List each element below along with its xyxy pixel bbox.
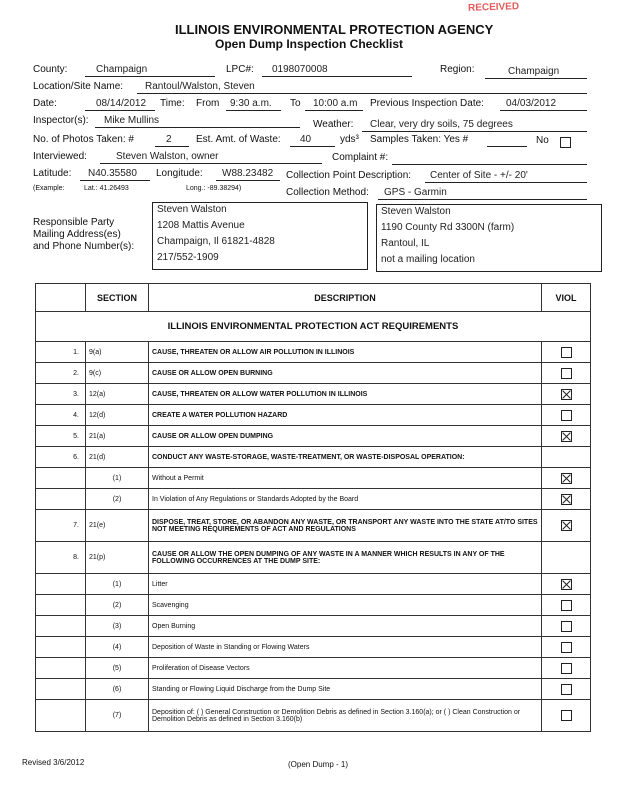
viol-checkbox[interactable]	[561, 663, 572, 674]
mailing-address-label: Mailing Address(es)	[33, 229, 121, 240]
table-row	[36, 616, 591, 637]
header-section: SECTION	[86, 284, 149, 312]
row-number: 8.	[36, 542, 86, 574]
table-header-row	[36, 284, 591, 312]
viol-checkbox[interactable]	[561, 642, 572, 653]
row-section: (5)	[86, 658, 149, 679]
photos-label: No. of Photos Taken: #	[33, 134, 134, 145]
row-number	[36, 637, 86, 658]
page-subtitle: Open Dump Inspection Checklist	[215, 37, 404, 51]
row-viol-cell	[542, 384, 591, 405]
collection-point-label: Collection Point Description:	[286, 170, 412, 181]
table-row	[36, 342, 591, 363]
party1-address: 1208 Mattis Avenue	[157, 220, 245, 231]
table-row	[36, 510, 591, 542]
viol-checkbox[interactable]	[561, 368, 572, 379]
row-section: 21(d)	[86, 447, 149, 468]
waste-unit: yds³	[340, 134, 359, 145]
row-section: 21(e)	[86, 510, 149, 542]
row-number: 6.	[36, 447, 86, 468]
viol-checkbox[interactable]	[561, 347, 572, 358]
party1-name: Steven Walston	[157, 204, 227, 215]
location-value: Rantoul/Walston, Steven	[145, 81, 255, 92]
time-label: Time:	[160, 98, 185, 109]
table-subheading-row	[36, 312, 591, 342]
complaint-label: Complaint #:	[332, 152, 389, 163]
row-viol-cell	[542, 700, 591, 732]
interviewed-value: Steven Walston, owner	[116, 151, 219, 162]
party1-city: Champaign, Il 61821-4828	[157, 236, 275, 247]
row-description: CREATE A WATER POLLUTION HAZARD	[149, 405, 542, 426]
row-number	[36, 489, 86, 510]
lpc-label: LPC#:	[226, 64, 254, 75]
row-section: (3)	[86, 616, 149, 637]
samples-no-checkbox[interactable]	[560, 134, 571, 152]
row-section: 9(a)	[86, 342, 149, 363]
row-number: 5.	[36, 426, 86, 447]
row-number: 3.	[36, 384, 86, 405]
lpc-value: 0198070008	[272, 64, 328, 75]
inspection-checklist-table	[35, 283, 591, 732]
row-description: In Violation of Any Regulations or Standards Adopted by the Board	[149, 489, 542, 510]
longitude-label: Longitude:	[156, 168, 203, 179]
table-row	[36, 489, 591, 510]
page-title: ILLINOIS ENVIRONMENTAL PROTECTION AGENCY	[175, 22, 494, 37]
row-viol-cell	[542, 468, 591, 489]
row-viol-cell	[542, 542, 591, 574]
party2-note: not a mailing location	[381, 254, 475, 265]
page-footer: (Open Dump - 1)	[288, 760, 349, 769]
row-number	[36, 658, 86, 679]
party1-phone: 217/552-1909	[157, 252, 219, 263]
row-viol-cell	[542, 426, 591, 447]
viol-checkbox[interactable]	[561, 600, 572, 611]
row-number: 7.	[36, 510, 86, 542]
longitude-value: W88.23482	[222, 168, 274, 179]
date-label: Date:	[33, 98, 57, 109]
row-description: Standing or Flowing Liquid Discharge from the Dump Site	[149, 679, 542, 700]
header-description: DESCRIPTION	[149, 284, 542, 312]
received-stamp: RECEIVED	[467, 1, 520, 14]
row-description: Litter	[149, 574, 542, 595]
row-section: (1)	[86, 468, 149, 489]
row-description: CAUSE OR ALLOW OPEN DUMPING	[149, 426, 542, 447]
row-viol-cell	[542, 447, 591, 468]
latitude-value: N40.35580	[88, 168, 137, 179]
inspectors-label: Inspector(s):	[33, 115, 89, 126]
row-viol-cell	[542, 510, 591, 542]
row-viol-cell	[542, 405, 591, 426]
phone-number-label: and Phone Number(s):	[33, 241, 135, 252]
weather-label: Weather:	[313, 119, 354, 130]
table-row	[36, 574, 591, 595]
responsible-party-label: Responsible Party	[33, 217, 115, 228]
table-row	[36, 595, 591, 616]
row-section: (6)	[86, 679, 149, 700]
row-viol-cell	[542, 637, 591, 658]
row-number	[36, 616, 86, 637]
viol-checkbox-checked[interactable]	[561, 494, 572, 505]
location-label: Location/Site Name:	[33, 81, 124, 92]
viol-checkbox-checked[interactable]	[561, 520, 572, 531]
header-blank-cell	[36, 284, 86, 312]
samples-no-label: No	[536, 135, 549, 146]
row-section: 21(a)	[86, 426, 149, 447]
samples-label: Samples Taken: Yes #	[370, 134, 469, 145]
region-value: Champaign	[508, 66, 560, 77]
time-from-label: From	[196, 98, 220, 109]
collection-point-value: Center of Site - +/- 20'	[430, 170, 528, 181]
interviewed-label: Interviewed:	[33, 151, 87, 162]
row-description: CONDUCT ANY WASTE-STORAGE, WASTE-TREATMENT, OR WASTE-DISPOSAL OPERATION:	[149, 447, 542, 468]
viol-checkbox[interactable]	[561, 621, 572, 632]
waste-label: Est. Amt. of Waste:	[196, 134, 281, 145]
row-number: 2.	[36, 363, 86, 384]
row-description: CAUSE, THREATEN OR ALLOW AIR POLLUTION IN ILLINOIS	[149, 342, 542, 363]
row-section: 12(d)	[86, 405, 149, 426]
example-label: (Example:	[33, 185, 65, 192]
table-row	[36, 405, 591, 426]
row-number	[36, 679, 86, 700]
example-lat: Lat.: 41.26493	[84, 185, 129, 192]
weather-value: Clear, very dry soils, 75 degrees	[370, 119, 513, 130]
table-row	[36, 679, 591, 700]
row-number: 4.	[36, 405, 86, 426]
collection-method-label: Collection Method:	[286, 187, 369, 198]
waste-value: 40	[300, 134, 312, 145]
row-section: (7)	[86, 700, 149, 732]
row-number: 1.	[36, 342, 86, 363]
date-value: 08/14/2012	[96, 98, 147, 109]
county-value: Champaign	[96, 64, 148, 75]
row-description: Open Burning	[149, 616, 542, 637]
party2-name: Steven Walston	[381, 206, 451, 217]
row-section: 21(p)	[86, 542, 149, 574]
viol-checkbox-checked[interactable]	[561, 579, 572, 590]
row-section: 9(c)	[86, 363, 149, 384]
table-row	[36, 700, 591, 732]
collection-method-value: GPS - Garmin	[384, 187, 447, 198]
row-section: (1)	[86, 574, 149, 595]
table-row	[36, 542, 591, 574]
row-description: CAUSE, THREATEN OR ALLOW WATER POLLUTION IN ILLINOIS	[149, 384, 542, 405]
viol-checkbox-checked[interactable]	[561, 431, 572, 442]
example-long: Long.: -89.38294)	[186, 185, 242, 192]
row-description: Scavenging	[149, 595, 542, 616]
row-viol-cell	[542, 574, 591, 595]
region-label: Region:	[440, 64, 475, 75]
table-row	[36, 637, 591, 658]
row-number	[36, 595, 86, 616]
row-description: Deposition of Waste in Standing or Flowing Waters	[149, 637, 542, 658]
inspectors-value: Mike Mullins	[104, 115, 160, 126]
row-section: (4)	[86, 637, 149, 658]
party2-address: 1190 County Rd 3300N (farm)	[381, 222, 515, 233]
row-section: 12(a)	[86, 384, 149, 405]
row-viol-cell	[542, 489, 591, 510]
prev-inspection-value: 04/03/2012	[506, 98, 557, 109]
row-number	[36, 574, 86, 595]
row-description: Proliferation of Disease Vectors	[149, 658, 542, 679]
row-viol-cell	[542, 616, 591, 637]
revised-date: Revised 3/6/2012	[22, 758, 85, 767]
viol-checkbox[interactable]	[561, 410, 572, 421]
time-to-value: 10:00 a.m	[313, 98, 358, 109]
table-row	[36, 468, 591, 489]
prev-inspection-label: Previous Inspection Date:	[370, 98, 484, 109]
row-section: (2)	[86, 595, 149, 616]
act-requirements-heading: ILLINOIS ENVIRONMENTAL PROTECTION ACT REQUIREMENTS	[36, 312, 591, 342]
row-description: DISPOSE, TREAT, STORE, OR ABANDON ANY WASTE, OR TRANSPORT ANY WASTE INTO THE STATE AT/TO SITES NOT MEETING REQUIREMENTS OF ACT AND REGULATIONS	[149, 510, 542, 542]
row-viol-cell	[542, 658, 591, 679]
row-description: Deposition of: ( ) General Construction or Demolition Debris as defined in Section 3.160(a); or ( ) Clean Construction or Demolition Debris as defined in Section 3.160(b)	[149, 700, 542, 732]
row-description: Without a Permit	[149, 468, 542, 489]
viol-checkbox-checked[interactable]	[561, 473, 572, 484]
header-viol: VIOL	[542, 284, 591, 312]
table-row	[36, 658, 591, 679]
table-row	[36, 426, 591, 447]
table-row	[36, 447, 591, 468]
row-viol-cell	[542, 595, 591, 616]
row-description: CAUSE OR ALLOW OPEN BURNING	[149, 363, 542, 384]
table-row	[36, 363, 591, 384]
row-section: (2)	[86, 489, 149, 510]
row-viol-cell	[542, 679, 591, 700]
row-viol-cell	[542, 342, 591, 363]
latitude-label: Latitude:	[33, 168, 72, 179]
viol-checkbox[interactable]	[561, 710, 572, 721]
party2-city: Rantoul, IL	[381, 238, 430, 249]
row-description: CAUSE OR ALLOW THE OPEN DUMPING OF ANY WASTE IN A MANNER WHICH RESULTS IN ANY OF THE FOLLOWING OCCURRENCES AT THE DUMP SITE:	[149, 542, 542, 574]
viol-checkbox[interactable]	[561, 684, 572, 695]
row-viol-cell	[542, 363, 591, 384]
time-to-label: To	[290, 98, 301, 109]
county-label: County:	[33, 64, 68, 75]
photos-value: 2	[166, 134, 172, 145]
row-number	[36, 700, 86, 732]
viol-checkbox-checked[interactable]	[561, 389, 572, 400]
table-row	[36, 384, 591, 405]
time-from-value: 9:30 a.m.	[230, 98, 272, 109]
row-number	[36, 468, 86, 489]
